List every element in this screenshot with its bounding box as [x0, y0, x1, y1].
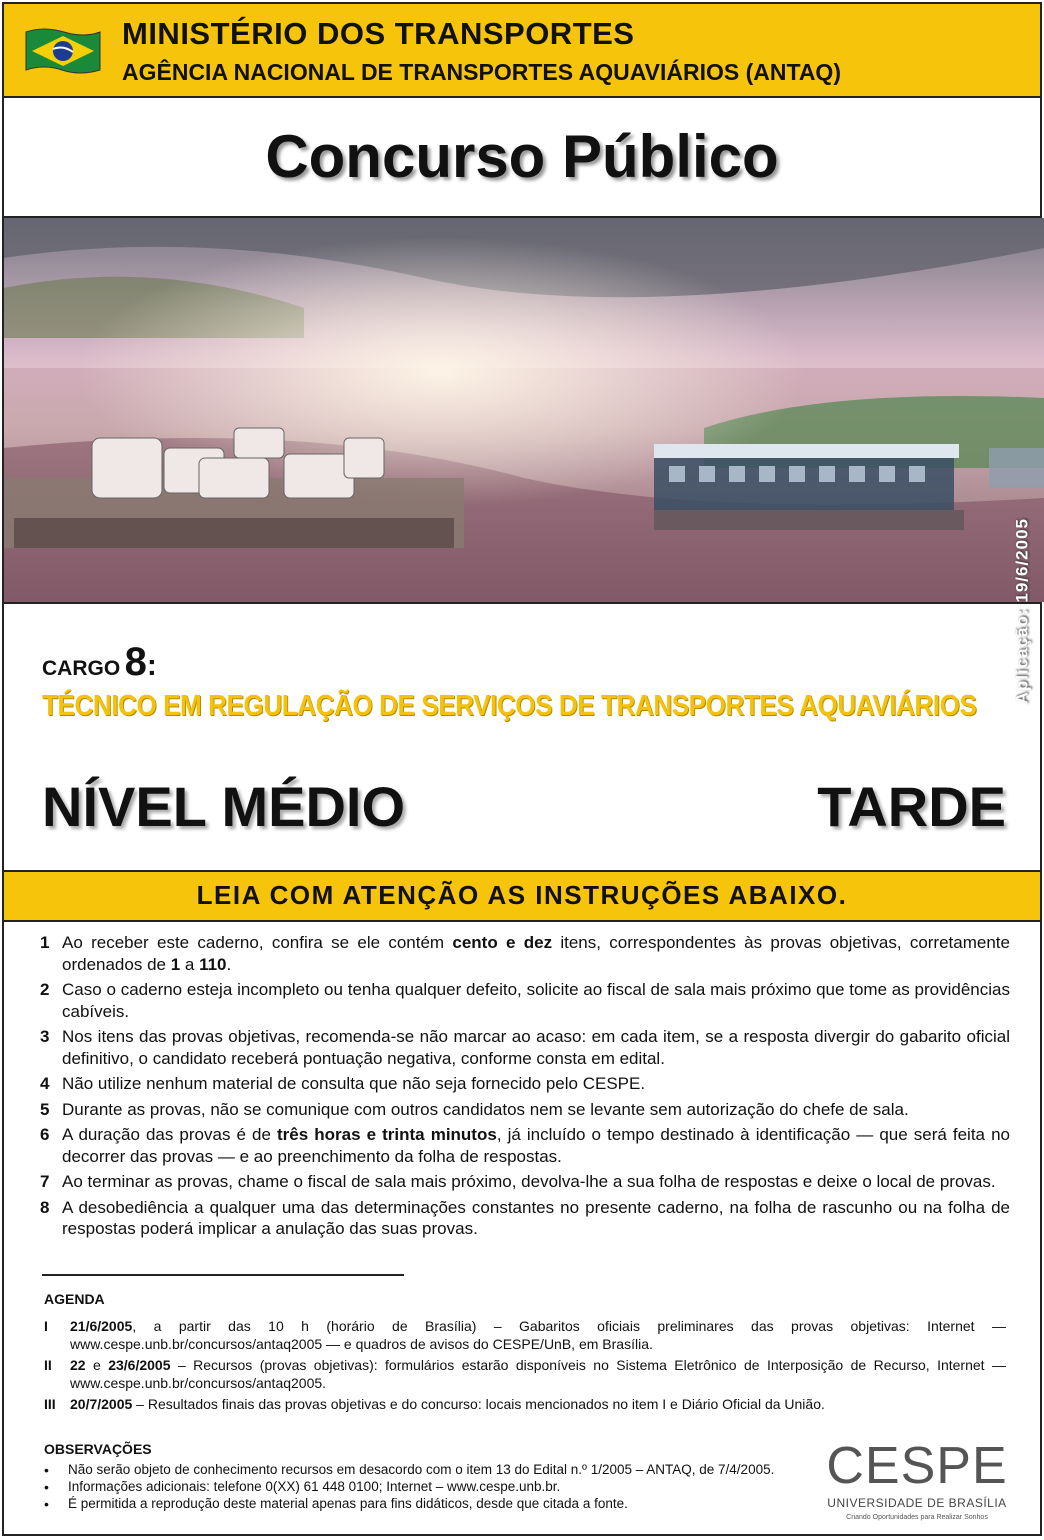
instruction-item: 5 Durante as provas, não se comunique com outros candidatos nem se levante sem autorização do chefe de sala. [40, 1099, 909, 1119]
cargo-label [42, 640, 157, 685]
shift-label: TARDE [817, 775, 1006, 838]
agenda-title: AGENDA [44, 1291, 105, 1307]
instruction-item: 6 A duração das provas é de três horas e trinta minutos, já incluído o tempo destinado à identificação — que será feita no decorrer das provas — e ao preenchimento da folha de respostas. [40, 1125, 1010, 1166]
page-title: Concurso Público [265, 123, 779, 190]
agenda-item: III 20/7/2005 – Resultados finais das provas objetivas e do concurso: locais mencionados no item I e Diário Oficial da União. [44, 1396, 825, 1412]
agency-name: AGÊNCIA NACIONAL DE TRANSPORTES AQUAVIÁRIOS (ANTAQ) [122, 59, 841, 85]
cargo-name: TÉCNICO EM REGULAÇÃO DE SERVIÇOS DE TRANSPORTES AQUAVIÁRIOS [42, 690, 977, 722]
observation-item: • Informações adicionais: telefone 0(XX) 61 448 0100; Internet – www.cespe.unb.br. [44, 1479, 784, 1495]
header-band [4, 4, 1040, 98]
cespe-logo-text: CESPE [826, 1437, 1008, 1495]
cargo-colon: : [146, 649, 157, 682]
instruction-item: 8 A desobediência a qualquer uma das determinações constantes no presente caderno, na folha de rascunho ou na folha de respostas poderá implicar a anulação das suas provas. [40, 1197, 1010, 1238]
observations-list [44, 1462, 784, 1513]
application-date: Aplicação: 19/6/2005 [1012, 518, 1031, 705]
brazil-flag-icon [24, 26, 102, 76]
level-label: NÍVEL MÉDIO [42, 775, 406, 838]
instruction-item: 3 Nos itens das provas objetivas, recomenda-se não marcar ao acaso: em cada item, se a resposta divergir do gabarito oficial definitivo, o candidato receberá pontuação negativa, conforme consta em edital. [40, 1027, 1010, 1068]
university-name: UNIVERSIDADE DE BRASÍLIA [827, 1496, 1007, 1510]
instruction-item: 4 Não utilize nenhum material de consulta que não seja fornecido pelo CESPE. [40, 1074, 646, 1093]
instructions-band [4, 870, 1040, 922]
instruction-item: 1 Ao receber este caderno, confira se ele contém cento e dez itens, correspondentes às provas objetivas, corretamente ordenados de 1 a 110. [40, 933, 1010, 974]
instruction-item: 7 Ao terminar as provas, chame o fiscal de sala mais próximo, devolva-lhe a sua folha de respostas e deixe o local de provas. [40, 1172, 996, 1191]
instructions-title: LEIA COM ATENÇÃO AS INSTRUÇÕES ABAIXO. [196, 880, 848, 910]
observations-title: OBSERVAÇÕES [44, 1441, 152, 1457]
exam-cover-page [2, 2, 1042, 1536]
agenda-list [44, 1317, 1006, 1416]
agenda-item: II 22 e 23/6/2005 – Recursos (provas objetivas): formulários estarão disponíveis no Sistema Eletrônico de Interposição de Recurso, Internet — www.cespe.unb.br/concursos/antaq2005. [44, 1357, 1006, 1391]
instructions-list [40, 932, 1010, 1244]
observation-item: • Não serão objeto de conhecimento recursos em desacordo com o item 13 do Edital n.º 1/2005 – ANTAQ, de 7/4/2005. [44, 1462, 784, 1478]
cespe-logo [822, 1436, 1012, 1526]
ministry-name: MINISTÉRIO DOS TRANSPORTES [122, 16, 635, 51]
ferry-scene-image [4, 218, 1044, 602]
cargo-number: 8 [124, 640, 147, 684]
agenda-item: I 21/6/2005, a partir das 10 h (horário de Brasília) – Gabaritos oficiais preliminares das provas objetivas: Internet — www.cespe.unb.br/concursos/antaq2005 — e quadros de avisos do CESPE/UnB, em Brasília. [44, 1318, 1006, 1352]
cargo-word: CARGO [42, 657, 121, 680]
title-band [4, 98, 1040, 218]
logo-slogan: Criando Oportunidades para Realizar Sonhos [846, 1514, 988, 1521]
observation-item: • É permitida a reprodução deste material apenas para fins didáticos, desde que citada a fonte. [44, 1496, 784, 1512]
section-divider [42, 1274, 404, 1276]
instruction-item: 2 Caso o caderno esteja incompleto ou tenha qualquer defeito, solicite ao fiscal de sala mais próximo que tome as providências cabíveis. [40, 980, 1010, 1021]
